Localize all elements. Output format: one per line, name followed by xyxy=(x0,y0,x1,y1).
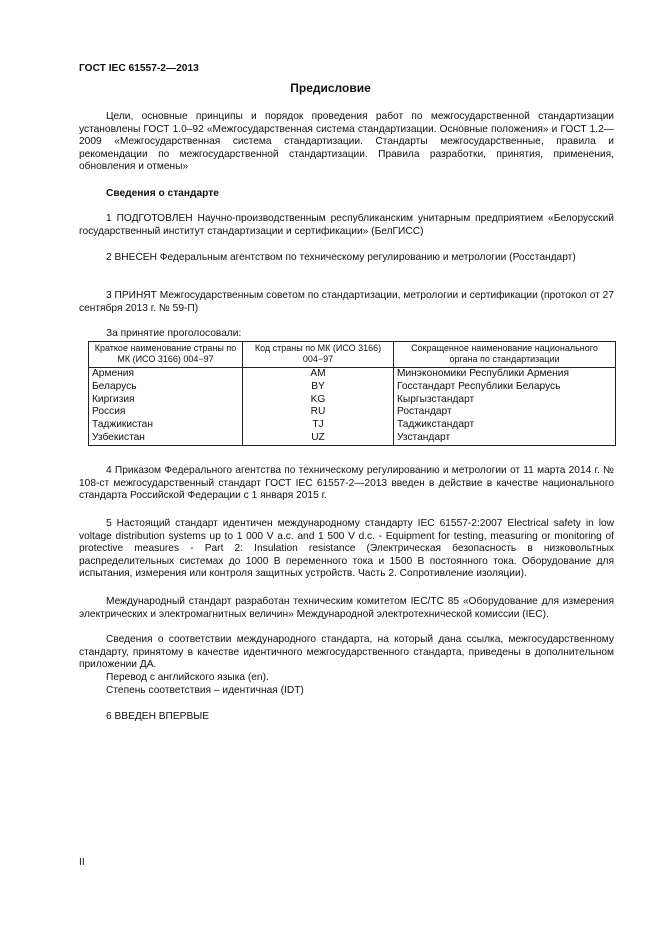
standard-info-heading: Сведения о стандарте xyxy=(106,188,219,199)
cell-code: TJ xyxy=(243,419,394,432)
voting-table xyxy=(88,341,615,446)
table-row xyxy=(89,381,616,394)
header-standards-body: Сокращенное наименование национального органа по стандартизации xyxy=(394,342,616,368)
item-5-committee-paragraph: Международный стандарт разработан техническим комитетом IEC/TC 85 «Оборудование для измерения электрических и электромагнитных величин» Международной электротехнической комиссии (IEC). xyxy=(79,596,614,620)
cell-country: Беларусь xyxy=(89,381,243,394)
cell-code: UZ xyxy=(243,432,394,445)
cell-body: Минэкономики Республики Армения xyxy=(394,368,616,381)
header-country-code: Код страны по МК (ИСО 3166) 004−97 xyxy=(243,342,394,368)
cell-body: Кыргызстандарт xyxy=(394,394,616,407)
cell-body: Узстандарт xyxy=(394,432,616,445)
table-row xyxy=(89,419,616,432)
cell-code: AM xyxy=(243,368,394,381)
cell-country: Армения xyxy=(89,368,243,381)
document-code: ГОСТ IEC 61557-2—2013 xyxy=(79,63,199,74)
table-row xyxy=(89,432,616,445)
header-country-name: Краткое наименование страны по МК (ИСО 3166) 004−97 xyxy=(89,342,243,368)
table-row xyxy=(89,406,616,419)
table-row xyxy=(89,394,616,407)
item-1-paragraph: 1 ПОДГОТОВЛЕН Научно-производственным республиканским унитарным предприятием «Белорусский государственный институт стандартизации и сертификации» (БелГИСС) xyxy=(79,213,614,237)
item-4-paragraph: 4 Приказом Федерального агентства по техническому регулированию и метрологии от 11 марта 2014 г. № 108-ст межгосударственный стандарт ГОСТ IEC 61557-2—2013 введен в действие в качестве национального стандарта Российской Федерации с 1 января 2015 г. xyxy=(79,465,614,502)
cell-body: Госстандарт Республики Беларусь xyxy=(394,381,616,394)
cell-code: RU xyxy=(243,406,394,419)
cell-country: Киргизия xyxy=(89,394,243,407)
item-6-paragraph: 6 ВВЕДЕН ВПЕРВЫЕ xyxy=(106,711,210,722)
cell-country: Россия xyxy=(89,406,243,419)
cell-country: Узбекистан xyxy=(89,432,243,445)
cell-code: BY xyxy=(243,381,394,394)
page-number: II xyxy=(79,857,85,868)
item-5-paragraph: 5 Настоящий стандарт идентичен международному стандарту IEC 61557-2:2007 Electrical safety in low voltage distribution systems up to 1 000 V a.c. and 1 500 V d.c. - Equipment for testing, measuring or monitoring of protective measures - Part 2: Insulation resistance (Электрическая безопасность в низковольтных распределительных системах до 1000 В переменного тока и 1500 В постоянного тока. Оборудование для испытания, измерения или контроля защитных устройств. Часть 2. Сопротивление изоляции). xyxy=(79,518,614,580)
table-header-row xyxy=(89,342,616,368)
table-row xyxy=(89,368,616,381)
item-3-paragraph: 3 ПРИНЯТ Межгосударственным советом по стандартизации, метрологии и сертификации (протокол от 27 сентября 2013 г. № 59-П) xyxy=(79,290,614,314)
cell-code: KG xyxy=(243,394,394,407)
item-2-paragraph: 2 ВНЕСЕН Федеральным агентством по техническому регулированию и метрологии (Росстандарт) xyxy=(106,252,576,263)
item-5-degree-line: Степень соответствия – идентичная (IDT) xyxy=(106,685,304,696)
cell-body: Ростандарт xyxy=(394,406,616,419)
voted-label: За принятие проголосовали: xyxy=(106,328,242,339)
page-title: Предисловие xyxy=(290,81,371,95)
cell-body: Таджикстандарт xyxy=(394,419,616,432)
item-5-references-paragraph: Сведения о соответствии международного стандарта, на который дана ссылка, межгосударственному стандарту, принятому в качестве идентичного межгосударственного стандарта, приведены в дополнительном приложении ДА. xyxy=(79,634,614,671)
cell-country: Таджикистан xyxy=(89,419,243,432)
item-5-translation-line: Перевод с английского языка (en). xyxy=(106,672,269,683)
intro-paragraph: Цели, основные принципы и порядок проведения работ по межгосударственной стандартизации установлены ГОСТ 1.0–92 «Межгосударственная система стандартизации. Основные положения» и ГОСТ 1.2—2009 «Межгосударственная система стандартизации. Стандарты межгосударственные, правила и рекомендации по межгосударственной стандартизации. Правила разработки, принятия, применения, обновления и отмены» xyxy=(79,111,614,173)
